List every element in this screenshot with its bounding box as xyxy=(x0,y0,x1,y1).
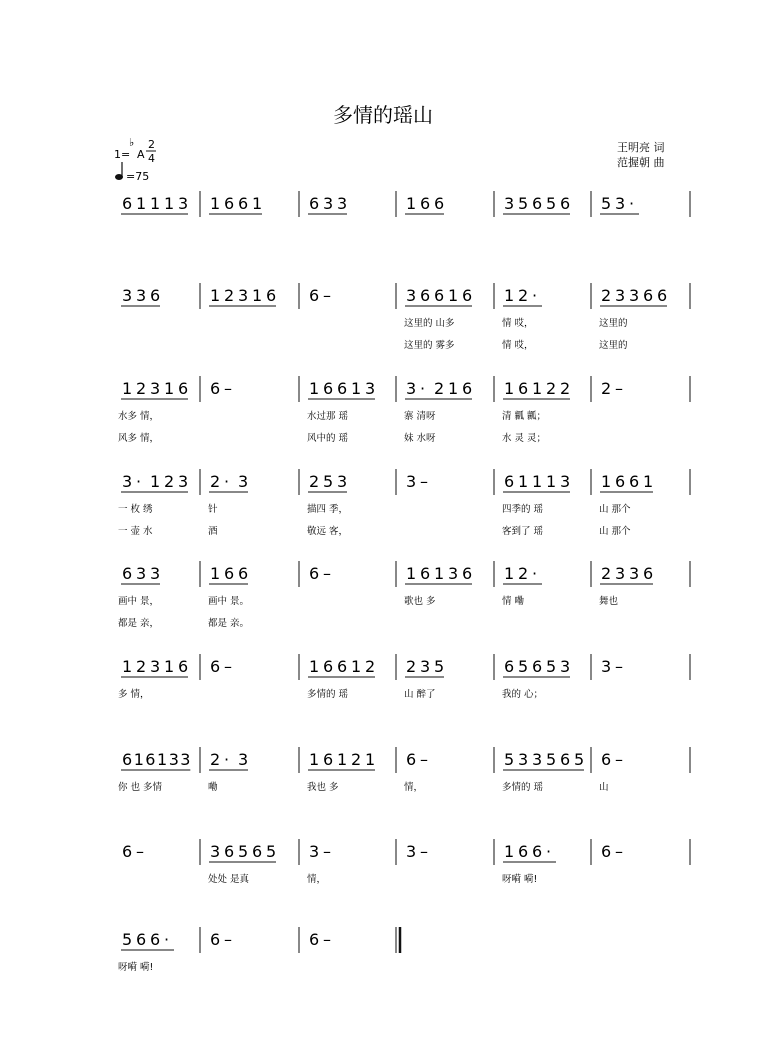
score-note: 3 xyxy=(560,657,571,676)
score-note: 2 xyxy=(351,750,362,769)
measure xyxy=(121,469,200,495)
score-note: 6 xyxy=(150,930,161,949)
score-note: 6 xyxy=(420,286,431,305)
score-note: 3 xyxy=(150,657,161,676)
time-signature-top: 2 xyxy=(148,138,155,151)
score-note: 2 xyxy=(365,657,376,676)
score-note: – xyxy=(224,657,232,676)
tempo-value: =75 xyxy=(126,170,150,183)
score-note: 2 xyxy=(518,286,529,305)
measure xyxy=(309,283,396,309)
score-note: – xyxy=(136,842,144,861)
score-note: 6 xyxy=(122,194,133,213)
lyric-text: 山 xyxy=(599,782,609,793)
lyric-text: 你 也 多情 xyxy=(118,782,163,793)
score-note: 6 xyxy=(337,657,348,676)
measure xyxy=(405,376,494,402)
score-note: 3 xyxy=(365,379,376,398)
score-note: 6 xyxy=(629,472,640,491)
score-note: – xyxy=(323,286,331,305)
score-note: 1 xyxy=(309,750,320,769)
score-note: 5 xyxy=(504,750,515,769)
score-note: 1 xyxy=(365,750,376,769)
score-note: 6 xyxy=(210,379,221,398)
score-note: 6 xyxy=(518,379,529,398)
lyric-text: 情 哎， xyxy=(502,318,534,329)
score-note: 6 xyxy=(532,194,543,213)
measure xyxy=(503,561,591,587)
score-note: 1 xyxy=(532,379,543,398)
score-note: 1 xyxy=(504,564,515,583)
score-note: 3 xyxy=(210,842,221,861)
measure xyxy=(405,654,494,680)
lyric-text: 酒 xyxy=(208,526,218,537)
lyric-text: 情， xyxy=(307,874,327,885)
lyric-text: 风多 情， xyxy=(118,433,160,444)
score-note: – xyxy=(224,379,232,398)
score-note: 6 xyxy=(323,379,334,398)
lyric-text: 画中 景。 xyxy=(208,596,250,607)
score-note: 6 xyxy=(309,194,320,213)
measure xyxy=(122,839,200,865)
score-note: 6 xyxy=(532,842,543,861)
score-note: 3 xyxy=(420,657,431,676)
score-note: 2 xyxy=(546,379,557,398)
score-note: 5 xyxy=(546,194,557,213)
score-note: 6 xyxy=(462,286,473,305)
score-note: 6 xyxy=(145,750,156,769)
score-note: 6 xyxy=(323,657,334,676)
score-note: · xyxy=(629,194,635,213)
score-note: 3 xyxy=(532,750,543,769)
lyric-text: 多情的 瑶 xyxy=(307,689,349,700)
score-note: 6 xyxy=(420,564,431,583)
score-note: 1 xyxy=(122,657,133,676)
score-note: 6 xyxy=(122,750,133,769)
score-note: 1 xyxy=(601,472,612,491)
measure xyxy=(209,747,299,773)
score-note: 3 xyxy=(504,194,515,213)
score-note: 6 xyxy=(136,930,147,949)
score-note: 1 xyxy=(309,657,320,676)
lyric-text: 处处 是真 xyxy=(208,874,250,885)
score-note: 3 xyxy=(615,286,626,305)
measure xyxy=(600,469,690,495)
score-note: 3 xyxy=(560,472,571,491)
score-note: 1 xyxy=(157,750,168,769)
measure xyxy=(209,283,299,309)
score-note: – xyxy=(323,842,331,861)
score-note: 3 xyxy=(518,750,529,769)
measure xyxy=(600,561,690,587)
lyric-text: 山 那个 xyxy=(599,504,631,515)
lyric-text: 四季的 瑶 xyxy=(502,504,544,515)
score-note: 2 xyxy=(224,286,235,305)
lyric-text: 客到了 瑶 xyxy=(502,526,544,537)
score-note: 6 xyxy=(657,286,668,305)
score-note: 1 xyxy=(210,286,221,305)
measure xyxy=(601,747,690,773)
lyric-text: 针 xyxy=(208,504,218,515)
measure xyxy=(601,376,690,402)
lyric-text: 这里的 雾多 xyxy=(404,340,455,351)
score-row xyxy=(121,191,690,217)
lyric-text: 山 那个 xyxy=(599,526,631,537)
score-note: 1 xyxy=(406,564,417,583)
lyric-text: 一 枚 绣 xyxy=(118,504,153,515)
lyric-text: 山 醉了 xyxy=(404,689,436,700)
score-note: – xyxy=(420,842,428,861)
score-note: 6 xyxy=(309,286,320,305)
song-title: 多情的瑶山 xyxy=(333,103,433,127)
score-note: 3 xyxy=(238,286,249,305)
score-note: 6 xyxy=(252,842,263,861)
score-note: 2 xyxy=(309,472,320,491)
key-prefix: 1= xyxy=(114,148,131,161)
score-note: 1 xyxy=(504,286,515,305)
score-note: 1 xyxy=(546,472,557,491)
score-note: 5 xyxy=(323,472,334,491)
measure xyxy=(405,561,494,587)
score-row xyxy=(118,561,690,629)
score-note: 3 xyxy=(406,379,417,398)
score-note: · xyxy=(420,379,426,398)
score-note: 1 xyxy=(252,286,263,305)
measure xyxy=(309,561,396,587)
lyric-text: 清 瓤 瓤； xyxy=(502,411,547,422)
measure xyxy=(406,839,494,865)
measure xyxy=(209,469,299,495)
measure xyxy=(600,283,690,309)
score-note: 1 xyxy=(252,194,263,213)
measure xyxy=(210,376,299,402)
score-note: 3 xyxy=(323,194,334,213)
lyric-text: 舞也 xyxy=(599,596,619,607)
score-note: 6 xyxy=(532,657,543,676)
flat-symbol: ♭ xyxy=(129,136,135,149)
score-note: 6 xyxy=(238,564,249,583)
score-row xyxy=(122,839,690,885)
measure xyxy=(600,191,690,217)
lyric-text: 呀嗬 嗬! xyxy=(502,874,538,885)
lyric-text: 多情的 瑶 xyxy=(502,782,544,793)
score-note: · xyxy=(224,750,230,769)
score-note: 3 xyxy=(180,750,191,769)
lyric-text: 我的 心； xyxy=(502,689,544,700)
score-note: 3 xyxy=(238,750,249,769)
lyric-text: 妹 水呀 xyxy=(404,433,436,444)
score-note: 3 xyxy=(238,472,249,491)
score-note: 5 xyxy=(266,842,277,861)
score-note: 3 xyxy=(178,194,189,213)
measure xyxy=(121,654,200,680)
score-row xyxy=(118,469,690,537)
score-note: 3 xyxy=(150,379,161,398)
lyric-text: 情 哎， xyxy=(502,340,534,351)
measure xyxy=(121,561,200,587)
lyric-text: 情， xyxy=(404,782,424,793)
lyric-text: 水过那 瑶 xyxy=(307,411,349,422)
measure xyxy=(210,654,299,680)
score-note: – xyxy=(323,930,331,949)
score-row xyxy=(118,376,690,444)
score-note: 6 xyxy=(224,842,235,861)
score-note: 3 xyxy=(615,194,626,213)
score-note: 1 xyxy=(406,194,417,213)
score-note: 1 xyxy=(518,472,529,491)
score-note: 6 xyxy=(601,842,612,861)
score-note: 1 xyxy=(643,472,654,491)
measure xyxy=(503,654,591,680)
score-note: 6 xyxy=(643,564,654,583)
score-note: 6 xyxy=(210,657,221,676)
score-row xyxy=(118,747,690,793)
score-note: 6 xyxy=(210,930,221,949)
score-note: 2 xyxy=(210,472,221,491)
score-note: · xyxy=(224,472,230,491)
score-note: 5 xyxy=(574,750,585,769)
score-note: 3 xyxy=(406,286,417,305)
score-note: 3 xyxy=(337,472,348,491)
score-note: 1 xyxy=(337,750,348,769)
lyric-text: 寨 清呀 xyxy=(404,411,436,422)
score-note: 6 xyxy=(309,564,320,583)
lyric-text: 歌也 多 xyxy=(404,596,436,607)
score-row xyxy=(118,654,690,700)
score-note: – xyxy=(615,842,623,861)
lyric-text: 多 情， xyxy=(118,689,150,700)
score-note: 5 xyxy=(238,842,249,861)
measure xyxy=(121,191,200,217)
score-note: 1 xyxy=(351,657,362,676)
score-note: 1 xyxy=(532,472,543,491)
measure xyxy=(121,376,200,402)
lyric-text: 我也 多 xyxy=(307,782,339,793)
score-note: 3 xyxy=(615,564,626,583)
score-row xyxy=(121,283,690,351)
tempo-marking xyxy=(115,162,149,183)
score-note: 6 xyxy=(224,564,235,583)
score-note: 1 xyxy=(504,842,515,861)
score-note: 6 xyxy=(309,930,320,949)
score-note: 5 xyxy=(122,930,133,949)
score-note: 1 xyxy=(351,379,362,398)
score-note: 2 xyxy=(560,379,571,398)
measure xyxy=(308,469,396,495)
measure xyxy=(308,747,396,773)
lyric-text: 呀嗬 嗬! xyxy=(118,962,154,973)
score-note: 6 xyxy=(406,750,417,769)
measure xyxy=(209,561,299,587)
measure xyxy=(601,654,690,680)
measure xyxy=(405,283,494,309)
score-note: 6 xyxy=(434,194,445,213)
measure xyxy=(209,191,299,217)
score-note: 1 xyxy=(164,194,175,213)
score-note: 1 xyxy=(448,286,459,305)
lyricist-credit: 王明亮 词 xyxy=(617,141,665,154)
score-note: 3 xyxy=(136,286,147,305)
score-note: 6 xyxy=(504,657,515,676)
score-note: 2 xyxy=(136,379,147,398)
score-note: 5 xyxy=(518,194,529,213)
measure xyxy=(308,191,396,217)
score-note: 5 xyxy=(518,657,529,676)
measure xyxy=(503,839,591,865)
score-note: 6 xyxy=(122,564,133,583)
score-note: 6 xyxy=(462,564,473,583)
score-note: – xyxy=(420,472,428,491)
lyric-text: 这里的 山多 xyxy=(404,318,455,329)
score-note: 1 xyxy=(448,379,459,398)
score-note: 3 xyxy=(629,286,640,305)
score-note: 2 xyxy=(601,379,612,398)
score-note: 3 xyxy=(337,194,348,213)
lyric-text: 这里的 xyxy=(599,318,628,329)
measure xyxy=(406,469,494,495)
score-note: 3 xyxy=(122,472,133,491)
score-note: 5 xyxy=(546,657,557,676)
measure xyxy=(121,927,200,953)
measure xyxy=(601,839,690,865)
score-note: 1 xyxy=(164,657,175,676)
score-note: · xyxy=(136,472,142,491)
score-note: 6 xyxy=(150,286,161,305)
score-note: – xyxy=(615,657,623,676)
score-note: 2 xyxy=(406,657,417,676)
score-note: 6 xyxy=(560,194,571,213)
time-signature-bottom: 4 xyxy=(148,152,155,165)
measure xyxy=(406,747,494,773)
score-note: 6 xyxy=(266,286,277,305)
score-note: 1 xyxy=(210,194,221,213)
score-note: 5 xyxy=(546,750,557,769)
measure xyxy=(503,747,591,773)
score-note: 6 xyxy=(615,472,626,491)
score-note: 3 xyxy=(122,286,133,305)
score-note: 6 xyxy=(224,194,235,213)
score-note: 1 xyxy=(150,194,161,213)
lyric-text: 水多 情， xyxy=(118,411,160,422)
score-note: 3 xyxy=(406,842,417,861)
score-note: 2 xyxy=(434,379,445,398)
score-note: 1 xyxy=(309,379,320,398)
score-note: 2 xyxy=(136,657,147,676)
measure xyxy=(405,191,494,217)
score-note: 6 xyxy=(560,750,571,769)
score-note: 3 xyxy=(309,842,320,861)
score-note: 2 xyxy=(601,286,612,305)
score-note: 6 xyxy=(504,472,515,491)
measure xyxy=(210,927,299,953)
score-note: – xyxy=(323,564,331,583)
lyric-text: 都是 亲， xyxy=(118,618,160,629)
lyric-text: 这里的 xyxy=(599,340,628,351)
score-note: 2 xyxy=(518,564,529,583)
score-note: 3 xyxy=(150,564,161,583)
measure xyxy=(503,376,591,402)
lyric-text: 水 灵 灵； xyxy=(502,433,547,444)
measure xyxy=(121,747,200,773)
measure xyxy=(309,927,396,953)
lyric-text: 风中的 瑶 xyxy=(307,433,349,444)
measure xyxy=(209,839,299,865)
key-signature xyxy=(114,136,156,165)
score-note: 6 xyxy=(420,194,431,213)
score-note: – xyxy=(224,930,232,949)
score-note: 6 xyxy=(178,657,189,676)
score-note: 6 xyxy=(643,286,654,305)
score-row xyxy=(118,927,396,973)
measure xyxy=(503,469,591,495)
score-note: 2 xyxy=(601,564,612,583)
score-note: 6 xyxy=(337,379,348,398)
score-note: 6 xyxy=(518,842,529,861)
lyric-text: 画中 景， xyxy=(118,596,160,607)
score-note: 3 xyxy=(168,750,179,769)
composer-credit: 范握朝 曲 xyxy=(617,156,665,169)
score-note: 1 xyxy=(504,379,515,398)
score-note: 5 xyxy=(434,657,445,676)
score-note: 1 xyxy=(122,379,133,398)
score-note: 3 xyxy=(601,657,612,676)
score-note: 1 xyxy=(150,472,161,491)
score-note: 1 xyxy=(133,750,144,769)
score-note: 1 xyxy=(164,379,175,398)
score-note: 1 xyxy=(136,194,147,213)
score-note: 1 xyxy=(434,564,445,583)
score-note: · xyxy=(164,930,170,949)
score-note: 1 xyxy=(210,564,221,583)
score-note: 3 xyxy=(448,564,459,583)
score-note: 2 xyxy=(210,750,221,769)
score-note: – xyxy=(420,750,428,769)
measure xyxy=(503,191,591,217)
measure xyxy=(309,839,396,865)
measure xyxy=(308,654,396,680)
score-note: · xyxy=(546,842,552,861)
score-note: · xyxy=(532,564,538,583)
score-note: – xyxy=(615,379,623,398)
score-note: 3 xyxy=(629,564,640,583)
score-note: · xyxy=(532,286,538,305)
score-note: 6 xyxy=(434,286,445,305)
lyric-text: 情 嘞 xyxy=(502,596,525,607)
score-note: 3 xyxy=(406,472,417,491)
key-letter: A xyxy=(137,148,145,161)
measure xyxy=(121,283,200,309)
score-note: 5 xyxy=(601,194,612,213)
score-note: – xyxy=(615,750,623,769)
lyric-text: 敬远 客， xyxy=(307,526,349,537)
score-note: 3 xyxy=(136,564,147,583)
score-note: 2 xyxy=(164,472,175,491)
lyric-text: 描四 季， xyxy=(307,504,349,515)
score-note: 6 xyxy=(238,194,249,213)
measure xyxy=(308,376,396,402)
score-note: 3 xyxy=(178,472,189,491)
score-note: 6 xyxy=(178,379,189,398)
score-note: 6 xyxy=(462,379,473,398)
measure xyxy=(503,283,591,309)
lyric-text: 嘞 xyxy=(208,782,218,793)
lyric-text: 都是 亲。 xyxy=(208,618,250,629)
score-note: 6 xyxy=(122,842,133,861)
score-note: 6 xyxy=(601,750,612,769)
lyric-text: 一 壶 水 xyxy=(118,526,153,537)
score-note: 6 xyxy=(323,750,334,769)
